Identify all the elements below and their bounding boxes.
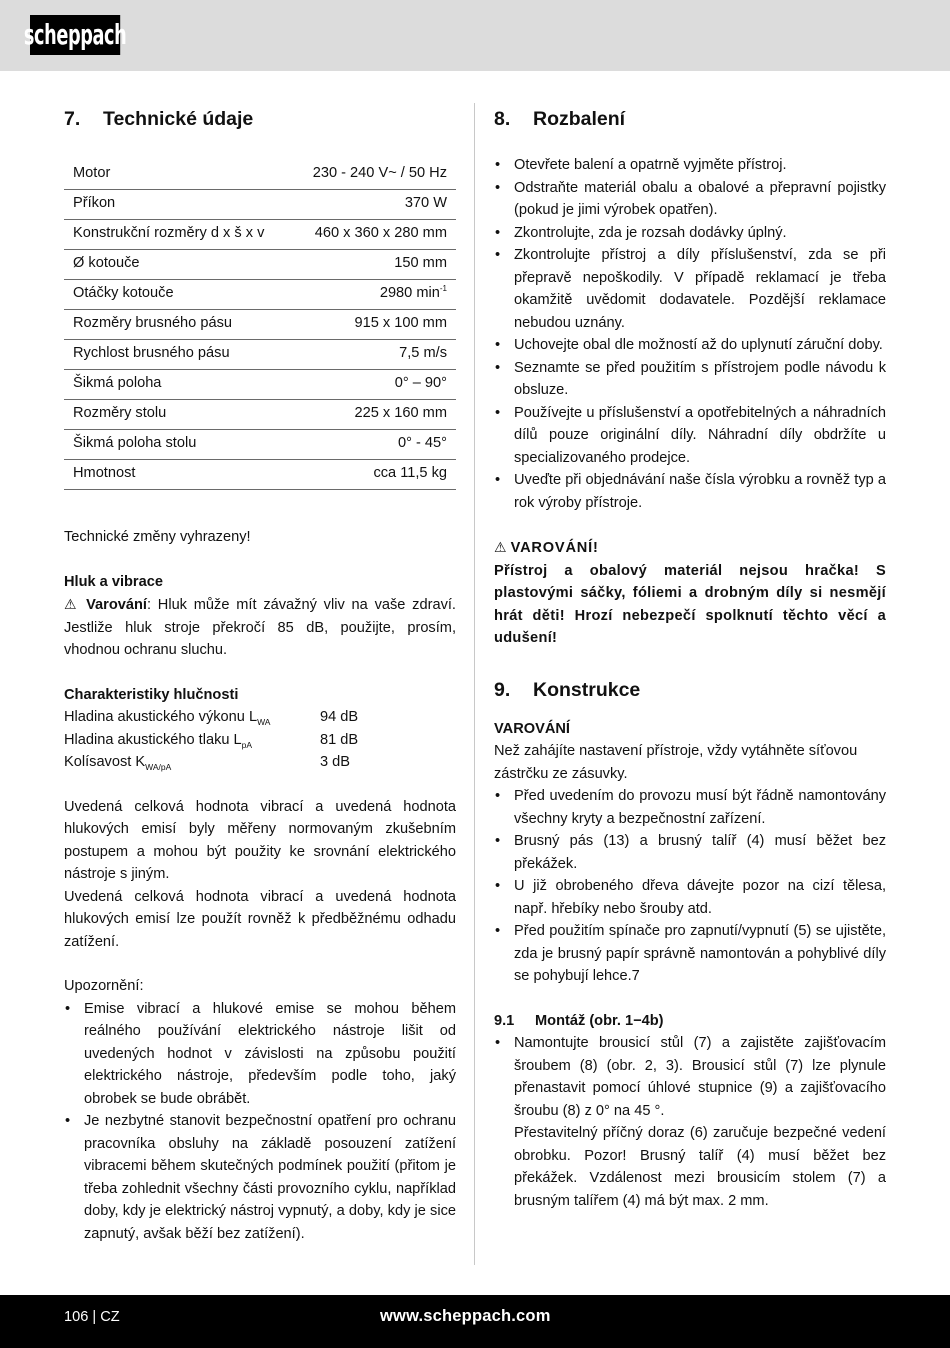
section-title: Rozbalení [533, 108, 626, 130]
table-row [64, 430, 456, 460]
left-column [64, 103, 456, 1245]
list-item: • Emise vibrací a hlukové emise se mohou během reálného používání elektrického nástroje lišit od uvedených hodnot v závislosti na způsobu použití elektrického nástroje, především podle toho, jaký obrobek se bude obrábět. [64, 998, 456, 1111]
vibration-paragraph-2: Uvedená celková hodnota vibrací a uvedená hodnota hlukových emisí lze použít rovněž k předběžnému odhadu zatížení. [64, 888, 456, 950]
table-row [64, 340, 456, 370]
section-7-heading [64, 103, 456, 135]
spec-value-sup: -1 [439, 284, 447, 293]
spec-label: Šikmá poloha [64, 370, 285, 400]
warning-text: Přístroj a obalový materiál nejsou hračka! S plastovými sáčky, fóliemi a drobným díly si nesmějí hrát děti! Hrozí nebezpečí spolknutí těchto věcí a udušení! [494, 562, 886, 646]
spec-label: Příkon [64, 190, 285, 220]
spec-value: 7,5 m/s [285, 340, 456, 370]
warning-title [494, 536, 886, 560]
spec-value [285, 280, 456, 310]
spec-value-text: 2980 min [379, 285, 440, 301]
spec-value: 230 - 240 V~ / 50 Hz [285, 160, 456, 190]
list-item: • Uchovejte obal dle možností až do uplynutí záruční doby. [494, 334, 886, 357]
warning-title-text: VAROVÁNÍ! [510, 540, 599, 556]
spec-label: Rozměry brusného pásu [64, 310, 285, 340]
spec-value: 915 x 100 mm [285, 310, 456, 340]
noise-row [64, 729, 456, 752]
noise-warning-label: Varování [86, 597, 147, 613]
noise-warning-text: : Hluk může mít závažný vliv na vaše zdraví. Jestliže hluk stroje překročí 85 dB, použijte, prosím, vhodnou ochranu sluchu. [64, 597, 456, 658]
spec-value: 0° – 90° [285, 370, 456, 400]
table-row [64, 370, 456, 400]
table-row [64, 460, 456, 490]
noise-label-text: Kolísavost K [64, 754, 146, 770]
list-item: • Používejte u příslušenství a opotřebitelných a náhradních dílů pouze originální díly. Náhradní díly obdržíte u specializovaného prodejce. [494, 402, 886, 470]
mount-text: Namontujte brousicí stůl (7) a zajistěte zajišťovacím šroubem (8) (obr. 2, 3). Brousicí stůl (7) lze plynule přenastavit pomocí úhlové stupnice (9) a zajišťovacího šroubu (8) z 0° na 45 °. [514, 1035, 886, 1119]
right-column [494, 103, 886, 1212]
list-item: • Brusný pás (13) a brusný talíř (4) musí běžet bez překážek. [494, 830, 886, 875]
column-divider [474, 103, 475, 1265]
logo-text: scheppach [23, 18, 127, 51]
noise-label-sub: WA/pA [145, 762, 172, 772]
noise-warning [64, 593, 456, 662]
list-item: • Před použitím spínače pro zapnutí/vypnutí (5) se ujistěte, zda je brusný papír správně namontován a pohyblivé díly se pohybují lehce.7 [494, 920, 886, 988]
unpack-list [494, 154, 886, 514]
section-title: Technické údaje [103, 108, 254, 130]
table-row [64, 190, 456, 220]
list-item: • Otevřete balení a opatrně vyjměte přístroj. [494, 154, 886, 177]
spec-label: Otáčky kotouče [64, 280, 285, 310]
table-row [64, 160, 456, 190]
list-item: • Zkontrolujte, zda je rozsah dodávky úplný. [494, 222, 886, 245]
spec-label: Rychlost brusného pásu [64, 340, 285, 370]
warning-triangle-icon: ⚠ [494, 539, 507, 555]
notice-heading: Upozornění: [64, 978, 144, 994]
spec-table [64, 160, 456, 490]
noise-row [64, 706, 456, 729]
list-item [494, 1032, 886, 1212]
spec-value: 370 W [285, 190, 456, 220]
table-row [64, 310, 456, 340]
table-row [64, 220, 456, 250]
table-row [64, 250, 456, 280]
noise-label [64, 751, 320, 774]
top-bar [0, 0, 950, 71]
spec-label: Ø kotouče [64, 250, 285, 280]
noise-label-sub: pA [241, 739, 253, 750]
list-item: • U již obrobeného dřeva dávejte pozor na cizí tělesa, např. hřebíky nebo šrouby atd. [494, 875, 886, 920]
list-item: • Odstraňte materiál obalu a obalové a přepravní pojistky (pokud je jimi výrobek opatřen). [494, 177, 886, 222]
noise-row [64, 751, 456, 774]
construct-warning-heading: VAROVÁNÍ [494, 720, 570, 737]
spec-value: 225 x 160 mm [285, 400, 456, 430]
section-9-heading [494, 674, 886, 706]
noise-label [64, 729, 320, 752]
section-8-heading [494, 103, 886, 135]
section-number: 8. [494, 108, 511, 130]
spec-label: Rozměry stolu [64, 400, 285, 430]
vibration-paragraph-1: Uvedená celková hodnota vibrací a uvedená hodnota hlukových emisí byly měřeny normovaným zkušebním postupem a mohou být použity ke srovnání elektrického nástroje s jiným. [64, 798, 456, 882]
spec-label: Šikmá poloha stolu [64, 430, 285, 460]
spec-label: Hmotnost [64, 460, 285, 490]
notice-list [64, 998, 456, 1246]
spec-label: Motor [64, 160, 285, 190]
list-item: • Před uvedením do provozu musí být řádně namontovány všechny kryty a bezpečnostní zařízení. [494, 785, 886, 830]
construct-list [494, 785, 886, 988]
noise-label-sub: WA [257, 717, 271, 727]
noise-value: 3 dB [320, 754, 351, 770]
table-row [64, 400, 456, 430]
spec-label: Konstrukční rozměry d x š x v [64, 220, 285, 250]
noise-label-text: Hladina akustického výkonu L [64, 709, 258, 725]
list-item: • Zkontrolujte přístroj a díly příslušenství, zda se při přepravě nepoškodily. V případě reklamací je třeba okamžitě uvědomit dodavatele. Pozdější reklamace nebudou uznány. [494, 244, 886, 334]
noise-value: 94 dB [320, 709, 359, 725]
list-item: • Uveďte při objednávání naše čísla výrobku a rovněž typ a rok výroby přístroje. [494, 469, 886, 514]
spec-value: 460 x 360 x 280 mm [285, 220, 456, 250]
table-row [64, 280, 456, 310]
section-number: 9. [494, 678, 511, 701]
subsection-number: 9.1 [494, 1012, 515, 1029]
subsection-title: Montáž (obr. 1−4b) [535, 1012, 664, 1029]
spec-value: 0° - 45° [285, 430, 456, 460]
construct-warning-text: Než zahájíte nastavení přístroje, vždy vytáhněte síťovou zástrčku ze zásuvky. [494, 743, 858, 782]
section-number: 7. [64, 108, 81, 130]
tech-changes-note: Technické změny vyhrazeny! [64, 529, 251, 545]
footer [0, 1295, 950, 1348]
noise-heading: Hluk a vibrace [64, 573, 163, 590]
mount-text-continued: Přestavitelný příčný doraz (6) zaručuje bezpečné vedení obrobku. Pozor! Brusný talíř (4) musí běžet bez překážek. Vzdálenost mezi brousicím stolem (7) a brusným talířem (4) má být max. 2 mm. [514, 1125, 886, 1209]
warning-triangle-icon: ⚠ [64, 596, 80, 612]
subsection-9-1-heading [494, 1010, 886, 1033]
section-title: Konstrukce [533, 678, 641, 701]
page-number: 106 | CZ [64, 1309, 120, 1325]
scheppach-logo [23, 15, 127, 55]
spec-value: cca 11,5 kg [285, 460, 456, 490]
spec-value: 150 mm [285, 250, 456, 280]
list-item: • Je nezbytné stanovit bezpečnostní opatření pro ochranu pracovníka obsluhy na základě posouzení zatížení vibracemi během skutečných podmínek použití (přitom je třeba zohlednit všechny části provozního cyklu, například doby, kdy je elektrický nástroj vypnutý, a doby, kdy je sice zapnutý, avšak běží bez zatížení). [64, 1110, 456, 1245]
noise-label-text: Hladina akustického tlaku L [64, 731, 242, 748]
list-item: • Seznamte se před použitím s přístrojem podle návodu k obsluze. [494, 357, 886, 402]
website-link[interactable]: www.scheppach.com [380, 1307, 551, 1325]
noise-label [64, 706, 320, 729]
mount-list [494, 1032, 886, 1212]
noise-characteristics-heading: Charakteristiky hlučnosti [64, 686, 239, 703]
noise-value: 81 dB [320, 731, 359, 748]
